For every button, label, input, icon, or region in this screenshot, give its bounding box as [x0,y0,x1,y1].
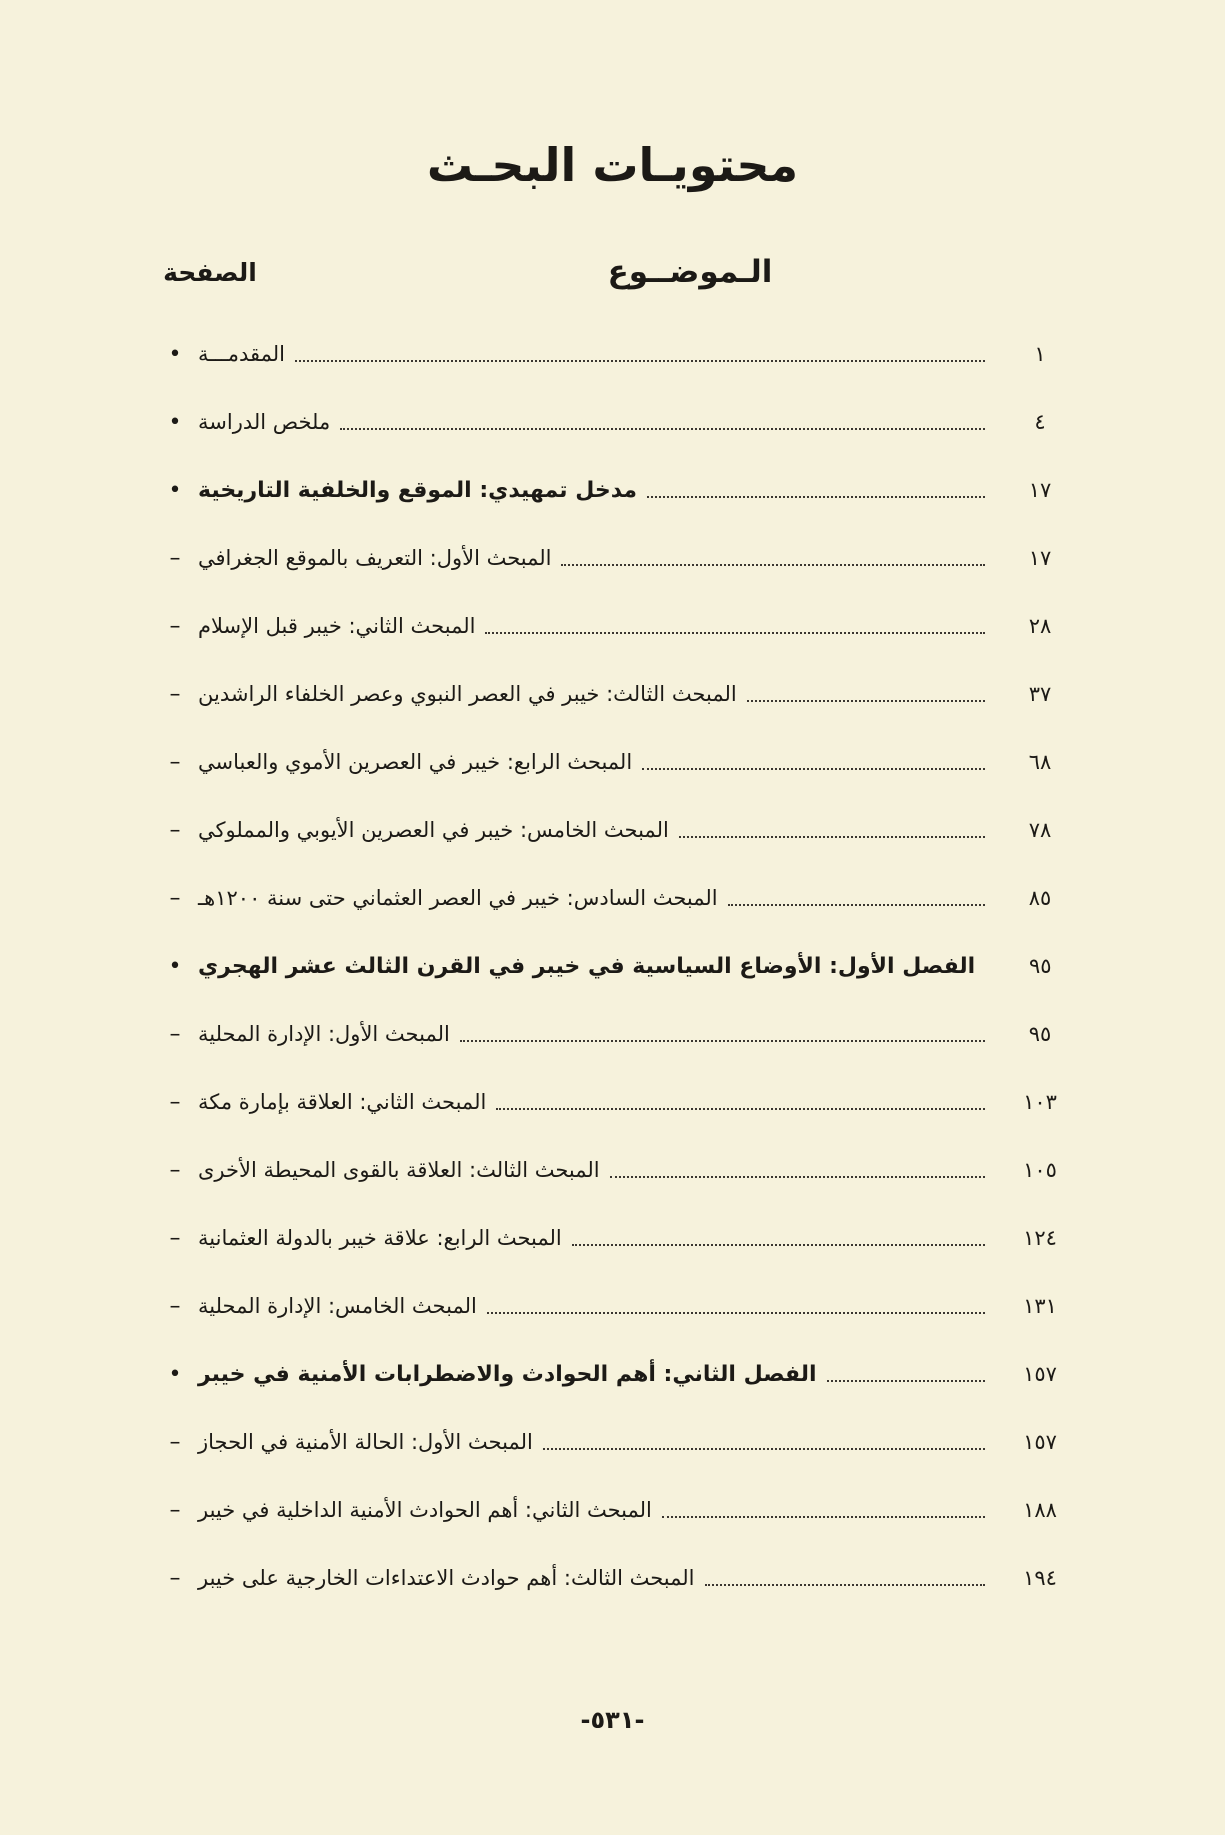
dash-icon: – [169,545,181,571]
toc-entry-title: المقدمـــة [198,342,285,366]
toc-entry-page: ٩٥ [1028,954,1052,978]
dash-icon: – [169,885,181,911]
toc-entry-title: ملخص الدراسة [198,410,331,434]
toc-entry-page: ١٥٧ [1023,1430,1057,1454]
dash-icon: – [169,1293,181,1319]
topic-column-header: الـموضــوع [607,254,773,290]
toc-entry-page: ٨٥ [1028,886,1052,910]
toc-section-row [160,1340,1085,1408]
toc-entry-page: ٣٧ [1028,682,1052,706]
toc-entry-page: ٤ [1034,410,1046,434]
dot-leader [747,698,985,702]
dot-leader [543,1446,985,1450]
toc-entry-page: ١٣١ [1023,1294,1057,1318]
bullet-icon: • [168,953,182,979]
dot-leader [705,1582,986,1586]
toc-entry-title: المبحث الأول: الحالة الأمنية في الحجاز [198,1430,533,1454]
toc-entry-title: المبحث الثالث: العلاقة بالقوى المحيطة الأخرى [198,1158,600,1182]
toc-entry-title: الفصل الأول: الأوضاع السياسية في خيبر في القرن الثالث عشر الهجري [198,953,976,979]
toc-entry-page: ١٧ [1028,478,1052,502]
dot-leader [295,358,985,362]
dash-icon: – [169,613,181,639]
toc-entry-page: ٩٥ [1028,1022,1052,1046]
toc-row [160,728,1085,796]
bullet-icon: • [168,477,182,503]
dot-leader [662,1514,985,1518]
toc-entry-page: ١ [1034,342,1046,366]
toc-row [160,796,1085,864]
dot-leader [460,1038,985,1042]
dash-icon: – [169,1225,181,1251]
bullet-icon: • [168,1361,182,1387]
toc-entry-title: المبحث الرابع: خيبر في العصرين الأموي والعباسي [198,750,633,774]
bullet-icon: • [168,341,182,367]
toc-entry-page: ١٠٥ [1023,1158,1057,1182]
toc-entry-title: المبحث الثالث: خيبر في العصر النبوي وعصر الخلفاء الراشدين [198,682,737,706]
toc-entry-title: المبحث الثالث: أهم حوادث الاعتداءات الخارجية على خيبر [198,1566,695,1590]
dot-leader [827,1378,985,1382]
toc-entry-title: الفصل الثاني: أهم الحوادث والاضطرابات الأمنية في خيبر [198,1361,817,1387]
toc-section-row [160,932,1085,1000]
dot-leader [728,902,985,906]
dot-leader [679,834,985,838]
dot-leader [610,1174,985,1178]
toc-row [160,1136,1085,1204]
toc-entry-page: ٧٨ [1028,818,1052,842]
toc-entry-page: ١٧ [1028,546,1052,570]
toc-row [160,524,1085,592]
dot-leader [647,494,985,498]
toc-row [160,1408,1085,1476]
toc-entry-page: ٢٨ [1028,614,1052,638]
dash-icon: – [169,1021,181,1047]
dot-leader [485,630,985,634]
dash-icon: – [169,1429,181,1455]
toc-row [160,1544,1085,1612]
toc-entry-title: المبحث الخامس: الإدارة المحلية [198,1294,477,1318]
toc-entry-page: ١٢٤ [1023,1226,1057,1250]
toc-entry-page: ١٥٧ [1023,1362,1057,1386]
page-column-header: الصفحة [163,258,257,287]
page-number: -٥٣١- [580,1706,645,1734]
dash-icon: – [169,817,181,843]
dot-leader [496,1106,985,1110]
toc-entry-title: المبحث الثاني: العلاقة بإمارة مكة [198,1090,487,1114]
toc-entry-title: المبحث الثاني: خيبر قبل الإسلام [198,614,476,638]
toc-section-row [160,456,1085,524]
dot-leader [572,1242,985,1246]
dash-icon: – [169,681,181,707]
dash-icon: – [169,749,181,775]
toc-entry-page: ١٨٨ [1023,1498,1057,1522]
dash-icon: – [169,1157,181,1183]
toc-list [160,320,1085,1612]
dot-leader [487,1310,985,1314]
dot-leader [340,426,985,430]
toc-entry-title: المبحث الأول: التعريف بالموقع الجغرافي [198,546,552,570]
toc-entry-page: ١٠٣ [1023,1090,1057,1114]
toc-row [160,1476,1085,1544]
toc-row [160,1204,1085,1272]
toc-row [160,1068,1085,1136]
dash-icon: – [169,1565,181,1591]
toc-entry-page: ٦٨ [1028,750,1052,774]
toc-entry-page: ١٩٤ [1023,1566,1057,1590]
dash-icon: – [169,1089,181,1115]
toc-row [160,320,1085,388]
toc-row [160,592,1085,660]
toc-entry-title: المبحث الأول: الإدارة المحلية [198,1022,450,1046]
toc-entry-title: المبحث الرابع: علاقة خيبر بالدولة العثمانية [198,1226,562,1250]
toc-entry-title: المبحث الخامس: خيبر في العصرين الأيوبي والمملوكي [198,818,669,842]
toc-row [160,1272,1085,1340]
dash-icon: – [169,1497,181,1523]
toc-row [160,660,1085,728]
toc-row [160,864,1085,932]
toc-entry-title: المبحث السادس: خيبر في العصر العثماني حتى سنة ١٢٠٠هـ [198,886,718,910]
dot-leader [561,562,985,566]
bullet-icon: • [168,409,182,435]
page-title: محتويـات البحـث [426,138,799,192]
toc-entry-title: مدخل تمهيدي: الموقع والخلفية التاريخية [198,477,638,503]
toc-entry-title: المبحث الثاني: أهم الحوادث الأمنية الداخلية في خيبر [198,1498,652,1522]
dot-leader [642,766,985,770]
toc-row [160,388,1085,456]
toc-row [160,1000,1085,1068]
